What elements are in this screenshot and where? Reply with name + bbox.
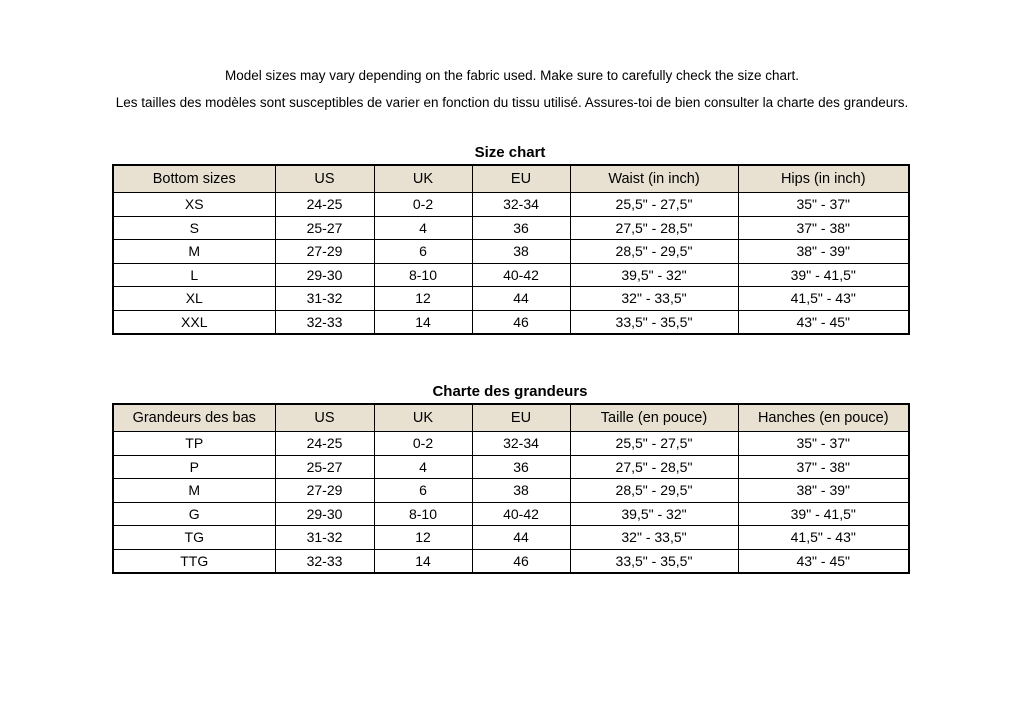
column-header: Taille (en pouce) xyxy=(570,404,738,432)
table-cell: 44 xyxy=(472,526,570,550)
table-cell: 32-34 xyxy=(472,432,570,456)
table-cell: 8-10 xyxy=(374,502,472,526)
header-row xyxy=(113,165,909,193)
table-cell: 6 xyxy=(374,240,472,264)
table-row xyxy=(113,310,909,334)
table-cell: 27-29 xyxy=(275,479,374,503)
size-chart-table xyxy=(112,164,910,335)
column-header: EU xyxy=(472,404,570,432)
table-cell: 4 xyxy=(374,455,472,479)
table-cell: L xyxy=(113,263,275,287)
table-cell: 0-2 xyxy=(374,193,472,217)
table-cell: 29-30 xyxy=(275,502,374,526)
column-header: Grandeurs des bas xyxy=(113,404,275,432)
table-row xyxy=(113,263,909,287)
table-cell: 38 xyxy=(472,479,570,503)
table-cell: 4 xyxy=(374,216,472,240)
table-cell: 35" - 37" xyxy=(738,193,909,217)
table-row xyxy=(113,502,909,526)
table-cell: 36 xyxy=(472,455,570,479)
table-row xyxy=(113,432,909,456)
table-cell: 39" - 41,5" xyxy=(738,263,909,287)
table-cell: 28,5" - 29,5" xyxy=(570,240,738,264)
column-header: EU xyxy=(472,165,570,193)
charte-grandeurs-title: Charte des grandeurs xyxy=(432,383,588,400)
intro-text-english: Model sizes may vary depending on the fabric used. Make sure to carefully check the size chart. xyxy=(224,68,800,83)
table-cell: 43" - 45" xyxy=(738,310,909,334)
table-cell: 12 xyxy=(374,526,472,550)
table-cell: 25,5" - 27,5" xyxy=(570,432,738,456)
table-cell: 41,5" - 43" xyxy=(738,287,909,311)
table-cell: 24-25 xyxy=(275,193,374,217)
table-row xyxy=(113,526,909,550)
table-cell: 40-42 xyxy=(472,502,570,526)
column-header: UK xyxy=(374,165,472,193)
table-cell: 28,5" - 29,5" xyxy=(570,479,738,503)
table-cell: 38 xyxy=(472,240,570,264)
column-header: Hips (in inch) xyxy=(738,165,909,193)
table-cell: 24-25 xyxy=(275,432,374,456)
table-cell: 39,5" - 32" xyxy=(570,502,738,526)
table-cell: 29-30 xyxy=(275,263,374,287)
table-cell: 12 xyxy=(374,287,472,311)
table-cell: S xyxy=(113,216,275,240)
table-cell: 36 xyxy=(472,216,570,240)
table-cell: M xyxy=(113,479,275,503)
table-cell: 0-2 xyxy=(374,432,472,456)
table-cell: TG xyxy=(113,526,275,550)
table-cell: 41,5" - 43" xyxy=(738,526,909,550)
table-cell: 32-33 xyxy=(275,310,374,334)
table-cell: 46 xyxy=(472,549,570,573)
table-row xyxy=(113,455,909,479)
table-cell: 46 xyxy=(472,310,570,334)
table-cell: 32-33 xyxy=(275,549,374,573)
table-cell: 31-32 xyxy=(275,526,374,550)
table-cell: 27,5" - 28,5" xyxy=(570,216,738,240)
column-header: US xyxy=(275,404,374,432)
header-row xyxy=(113,404,909,432)
intro-text-french: Les tailles des modèles sont susceptibles de varier en fonction du tissu utilisé. Assures-toi de bien consulter la charte des grandeurs. xyxy=(115,95,909,110)
table-cell: 35" - 37" xyxy=(738,432,909,456)
table-cell: M xyxy=(113,240,275,264)
table-cell: 38" - 39" xyxy=(738,240,909,264)
table-cell: 6 xyxy=(374,479,472,503)
table-cell: 33,5" - 35,5" xyxy=(570,549,738,573)
table-cell: XL xyxy=(113,287,275,311)
column-header: Hanches (en pouce) xyxy=(738,404,909,432)
table-cell: 43" - 45" xyxy=(738,549,909,573)
table-cell: 33,5" - 35,5" xyxy=(570,310,738,334)
size-chart-title: Size chart xyxy=(474,144,546,161)
charte-grandeurs-table xyxy=(112,403,910,574)
table-cell: 32" - 33,5" xyxy=(570,526,738,550)
table-cell: 39" - 41,5" xyxy=(738,502,909,526)
table-row xyxy=(113,287,909,311)
table-cell: 25-27 xyxy=(275,455,374,479)
table-cell: 14 xyxy=(374,549,472,573)
column-header: Waist (in inch) xyxy=(570,165,738,193)
table-cell: 39,5" - 32" xyxy=(570,263,738,287)
table-cell: 8-10 xyxy=(374,263,472,287)
table-cell: 25-27 xyxy=(275,216,374,240)
table-cell: TP xyxy=(113,432,275,456)
table-cell: 31-32 xyxy=(275,287,374,311)
table-row xyxy=(113,216,909,240)
table-cell: 32-34 xyxy=(472,193,570,217)
table-cell: 40-42 xyxy=(472,263,570,287)
table-cell: P xyxy=(113,455,275,479)
column-header: US xyxy=(275,165,374,193)
table-cell: TTG xyxy=(113,549,275,573)
table-cell: XS xyxy=(113,193,275,217)
table-cell: 14 xyxy=(374,310,472,334)
table-cell: XXL xyxy=(113,310,275,334)
table-cell: 32" - 33,5" xyxy=(570,287,738,311)
table-row xyxy=(113,479,909,503)
table-cell: 38" - 39" xyxy=(738,479,909,503)
column-header: Bottom sizes xyxy=(113,165,275,193)
table-cell: 37" - 38" xyxy=(738,216,909,240)
table-cell: 27,5" - 28,5" xyxy=(570,455,738,479)
table-row xyxy=(113,240,909,264)
table-cell: 27-29 xyxy=(275,240,374,264)
table-cell: 25,5" - 27,5" xyxy=(570,193,738,217)
table-row xyxy=(113,193,909,217)
table-cell: G xyxy=(113,502,275,526)
column-header: UK xyxy=(374,404,472,432)
table-cell: 37" - 38" xyxy=(738,455,909,479)
table-row xyxy=(113,549,909,573)
table-cell: 44 xyxy=(472,287,570,311)
